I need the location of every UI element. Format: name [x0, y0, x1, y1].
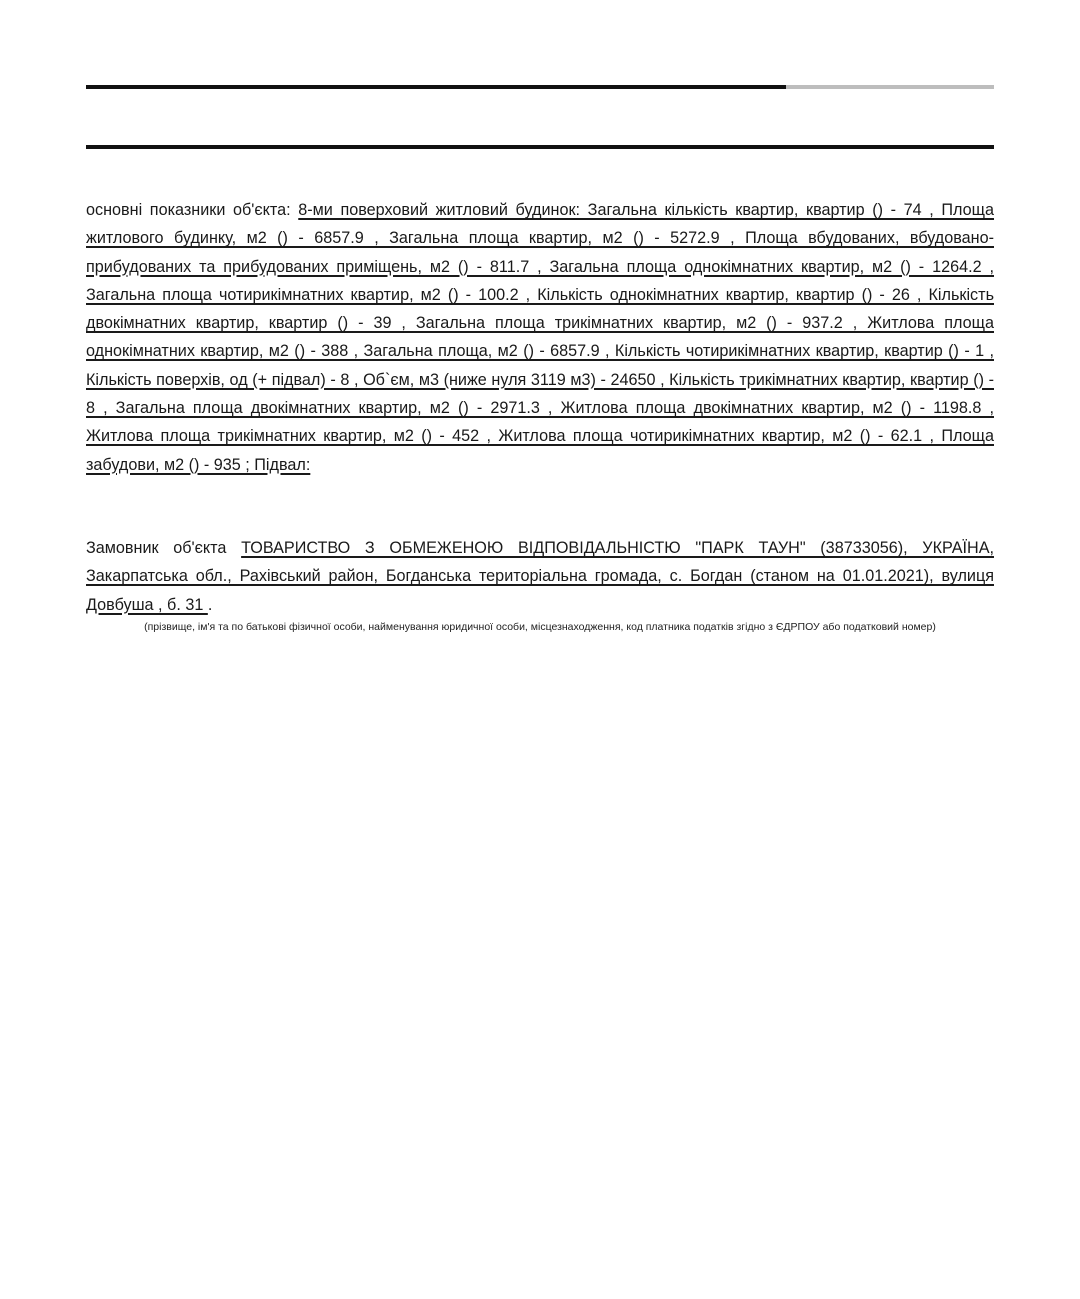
object-indicators-label: основні показники об'єкта: — [86, 201, 299, 219]
top-rule-faded-segment — [786, 85, 994, 89]
second-rule — [86, 145, 994, 149]
object-indicators-paragraph — [86, 196, 994, 479]
customer-value: ТОВАРИСТВО З ОБМЕЖЕНОЮ ВІДПОВІДАЛЬНІСТЮ "ПАРК ТАУН" (38733056), УКРАЇНА, Закарпатська обл., Рахівський район, Богданська територіальна громада, с. Богдан (станом на 01.01.2021), вулиця Довбуша , б. 31 — [86, 539, 994, 614]
customer-label: Замовник об'єкта — [86, 539, 242, 557]
object-indicators-value: 8-ми поверховий житловий будинок: Загальна кількість квартир, квартир () - 74 , Площа житлового будинку, м2 () - 6857.9 , Загальна площа квартир, м2 () - 5272.9 , Площа вбудованих, вбудовано-прибудованих та прибудованих приміщень, м2 () - 811.7 , Загальна площа однокімнатних квартир, м2 () - 1264.2 , Загальна площа чотирикімнатних квартир, м2 () - 100.2 , Кількість однокімнатних квартир, квартир () - 26 , Кількість двокімнатних квартир, квартир () - 39 , Загальна площа трикімнатних квартир, м2 () - 937.2 , Житлова площа однокімнатних квартир, м2 () - 388 , Загальна площа, м2 () - 6857.9 , Кількість чотирикімнатних квартир, квартир () - 1 , Кількість поверхів, од (+ підвал) - 8 , Об`єм, м3 (ниже нуля 3119 м3) - 24650 , Кількість трикімнатних квартир, квартир () - 8 , Загальна площа двокімнатних квартир, м2 () - 2971.3 , Житлова площа двокімнатних квартир, м2 () - 1198.8 , Житлова площа трикімнатних квартир, м2 () - 452 , Житлова площа чотирикімнатних квартир, м2 () - 62.1 , Площа забудови, м2 () - 935 ; Підвал: — [86, 201, 995, 474]
top-rule — [86, 85, 786, 89]
customer-field-caption: (прізвище, ім'я та по батькові фізичної особи, найменування юридичної особи, місцезнаходження, код платника податків згідно з ЄДРПОУ або податковий номер) — [144, 621, 936, 633]
document-page — [86, 0, 994, 1299]
customer-end-mark: . — [207, 595, 213, 614]
customer-paragraph — [86, 534, 994, 619]
